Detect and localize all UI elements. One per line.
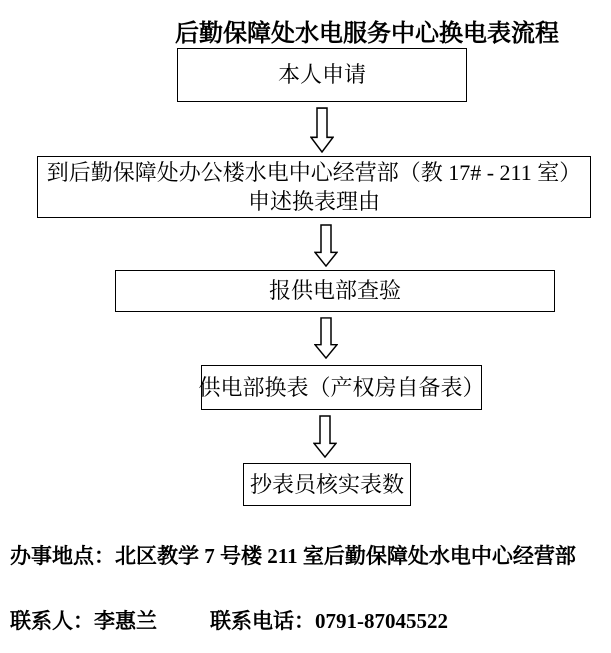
contact-person-text: 联系人：李惠兰 <box>10 609 157 633</box>
flow-step-visit-office-line1: 到后勤保障处办公楼水电中心经营部（教 17# - 211 室） <box>46 160 582 185</box>
flow-step-replace-meter <box>198 365 485 410</box>
flow-step-visit-office-line2: 申述换表理由 <box>247 189 380 214</box>
flow-step-apply-label: 本人申请 <box>277 62 366 87</box>
flow-step-inspection-label: 报供电部查验 <box>268 278 401 303</box>
down-arrow-icon <box>314 317 338 359</box>
down-arrow-icon <box>313 415 337 458</box>
contact-phone-text: 联系电话：0791-87045522 <box>210 609 448 633</box>
down-arrow-icon <box>314 224 338 267</box>
flow-step-verify-reading <box>243 463 411 506</box>
flow-step-verify-reading-label: 抄表员核实表数 <box>249 471 404 497</box>
flow-step-replace-meter-label: 供电部换表（产权房自备表） <box>198 374 485 400</box>
office-location-text: 办事地点：北区教学 7 号楼 211 室后勤保障处水电中心经营部 <box>10 544 576 568</box>
flow-step-apply <box>177 48 467 102</box>
flow-step-inspection <box>115 270 555 312</box>
flow-step-visit-office <box>37 156 591 218</box>
page-title: 后勤保障处水电服务中心换电表流程 <box>175 21 559 47</box>
down-arrow-icon <box>310 107 334 153</box>
